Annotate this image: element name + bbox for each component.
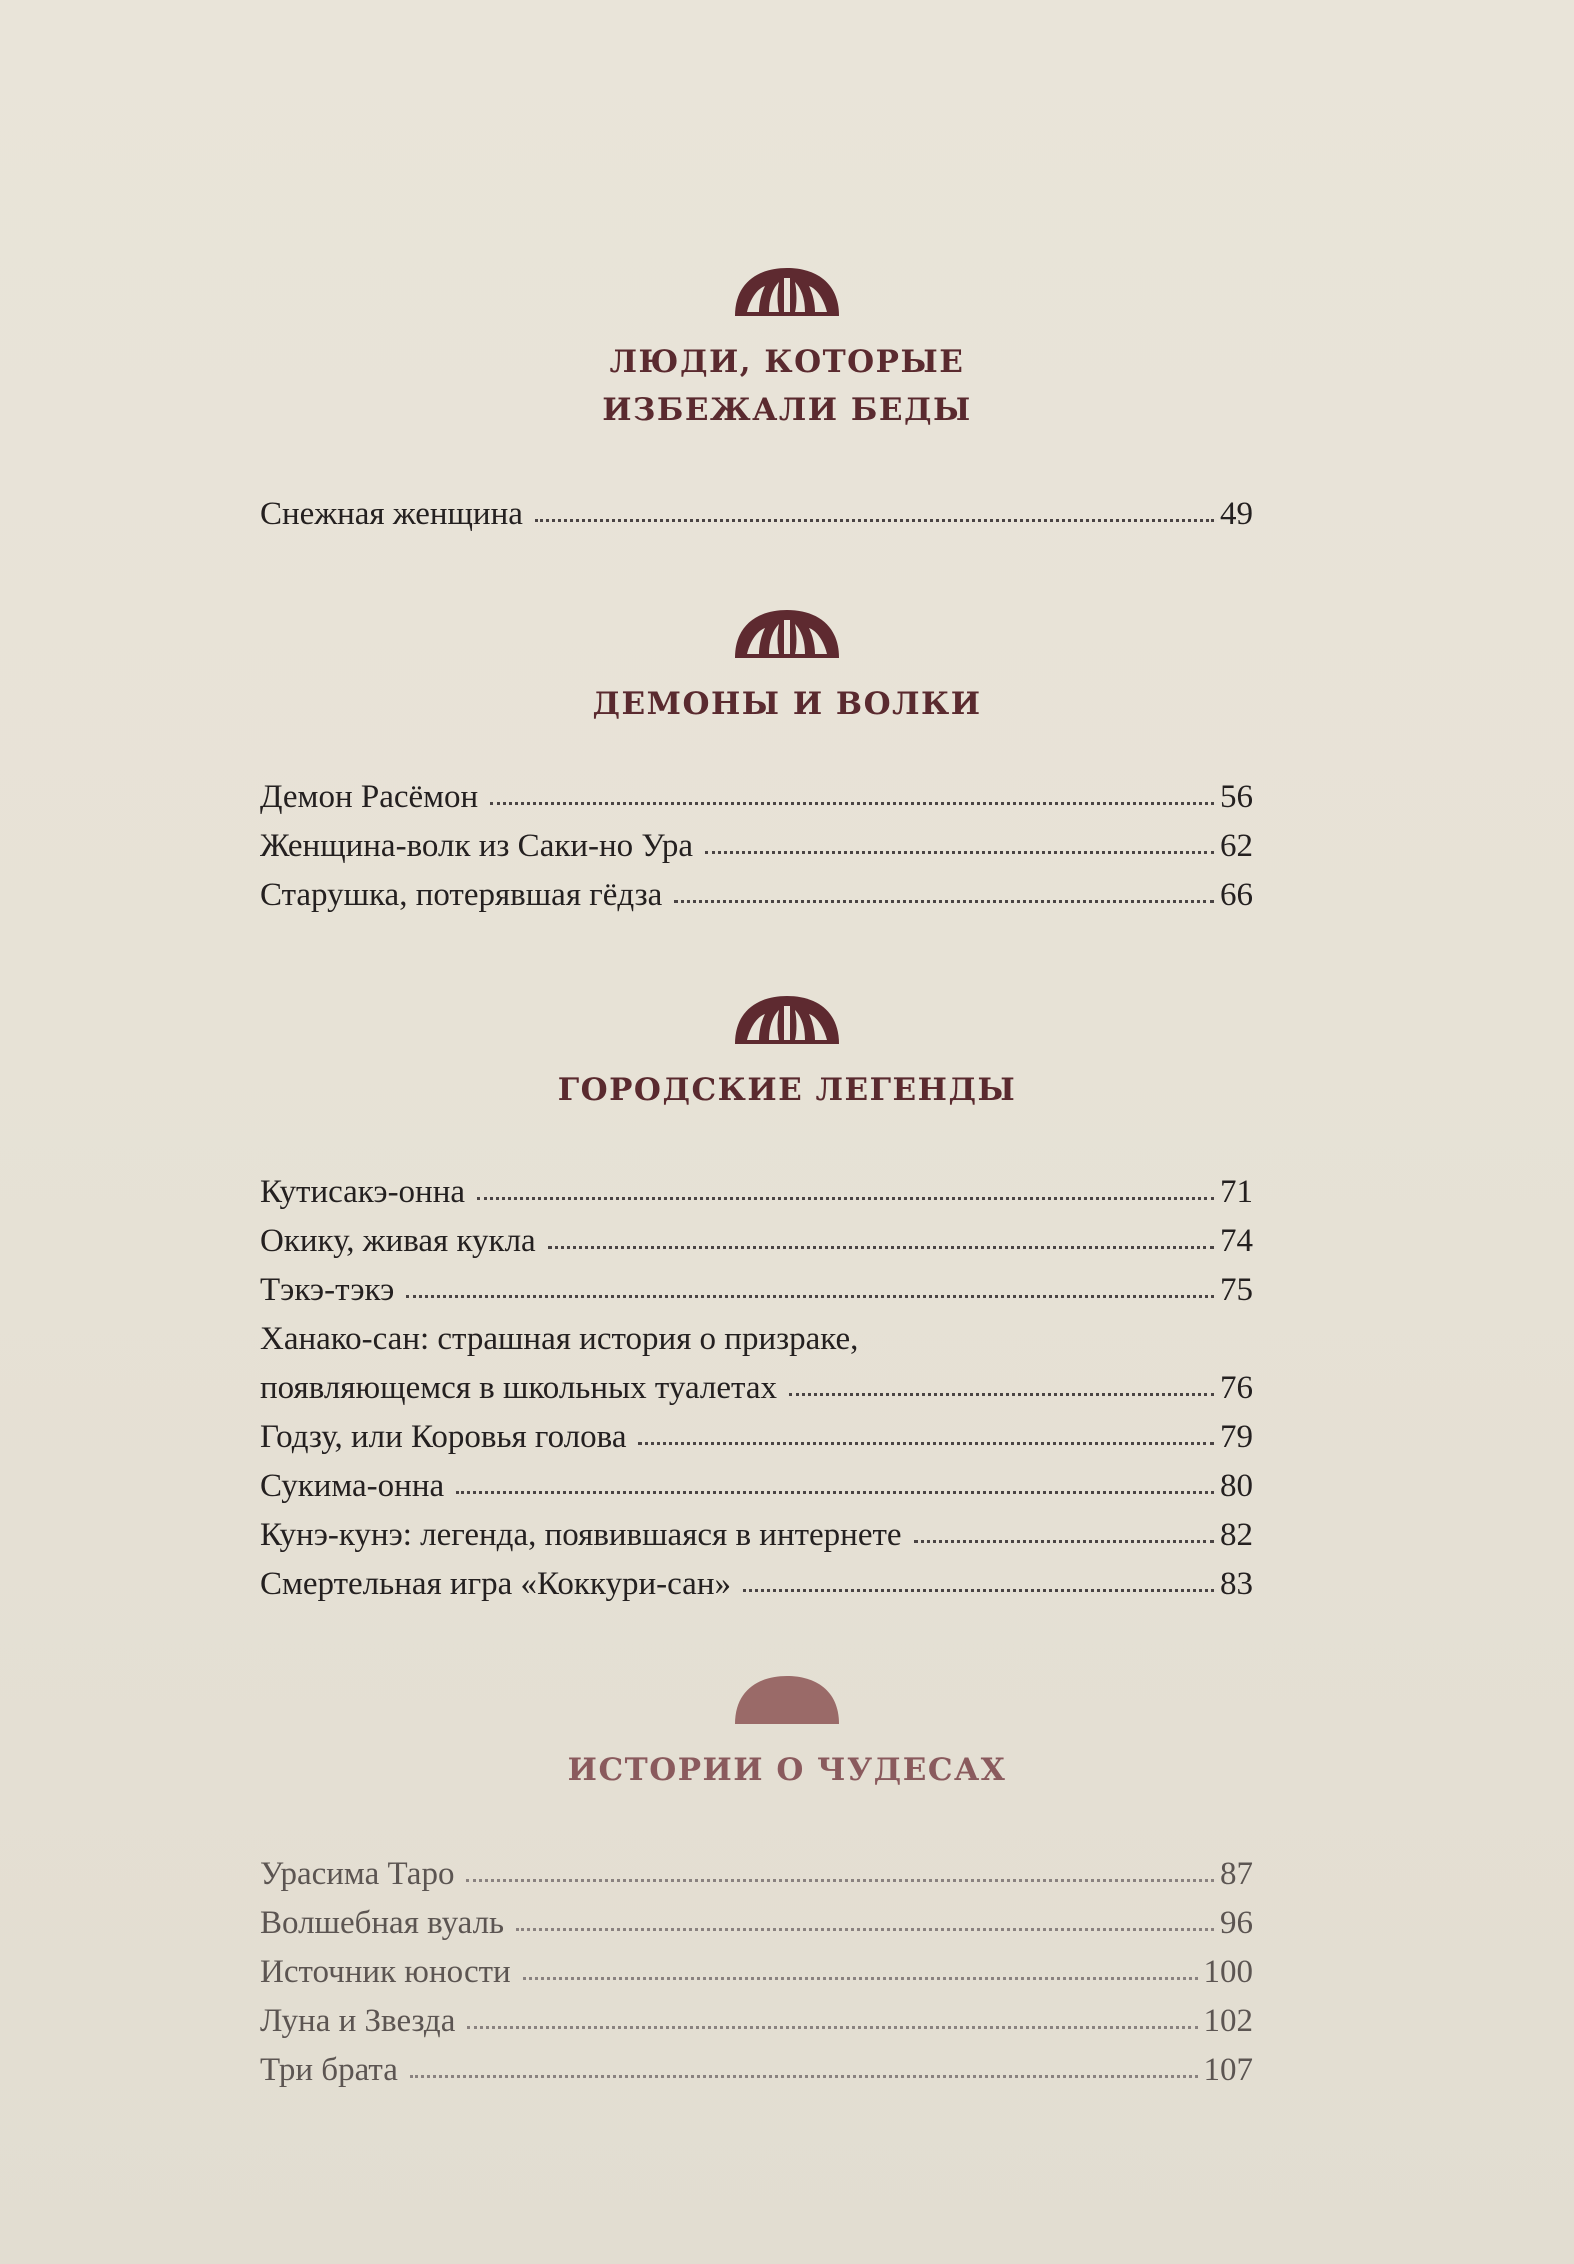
toc-entry-title: Три брата <box>260 2052 398 2088</box>
toc-entry[interactable] <box>260 490 1253 539</box>
leader-dots <box>456 1491 1214 1494</box>
toc-entry-page: 87 <box>1220 1856 1253 1892</box>
toc-entry[interactable] <box>260 1997 1253 2046</box>
toc-entry[interactable] <box>260 1217 1253 1266</box>
toc-entry-title: Снежная женщина <box>260 496 523 532</box>
toc-entry-title: Демон Расёмон <box>260 779 479 815</box>
toc-entry-title: Женщина-волк из Саки-но Ура <box>260 828 694 864</box>
leader-dots <box>535 519 1214 522</box>
toc-entry-title: Годзу, или Коровья голова <box>260 1419 627 1455</box>
leader-dots <box>705 851 1214 854</box>
toc-entry-title: Сукима-онна <box>260 1468 445 1504</box>
toc-entry-title: Старушка, потерявшая гёдза <box>260 877 663 913</box>
toc-entry[interactable] <box>260 1266 1253 1315</box>
fan-ornament-icon <box>731 1670 843 1726</box>
leader-dots <box>548 1246 1214 1249</box>
toc-entry-page: 102 <box>1203 2003 1253 2039</box>
leader-dots <box>406 1295 1214 1298</box>
toc-entry-title: Кутисакэ-онна <box>260 1174 466 1210</box>
toc-entry-title: появляющемся в школьных туалетах <box>260 1370 778 1406</box>
toc-entry[interactable] <box>260 2046 1253 2095</box>
toc-entry[interactable] <box>260 1560 1253 1609</box>
section-people-avoided-trouble <box>0 262 1574 434</box>
toc-entry-page: 66 <box>1220 877 1253 913</box>
toc-entry-title: Волшебная вуаль <box>260 1905 505 1941</box>
toc-entry-title: Окику, живая кукла <box>260 1223 536 1259</box>
toc-entry-page: 100 <box>1203 1954 1253 1990</box>
section-title: ИСТОРИИ О ЧУДЕСАХ <box>567 1752 1007 1788</box>
section-demons-and-wolves <box>0 604 1574 728</box>
toc-entry[interactable] <box>260 1462 1253 1511</box>
leader-dots <box>516 1928 1214 1931</box>
toc-entry-first-line[interactable] <box>260 1315 1253 1364</box>
section-title: ГОРОДСКИЕ ЛЕГЕНДЫ <box>557 1072 1017 1108</box>
toc-entry-title: Источник юности <box>260 1954 511 1990</box>
toc-entry-page: 96 <box>1220 1905 1253 1941</box>
leader-dots <box>743 1589 1214 1592</box>
leader-dots <box>467 2026 1197 2029</box>
toc-entry[interactable] <box>260 871 1253 920</box>
toc-entry-page: 107 <box>1203 2052 1253 2088</box>
leader-dots <box>523 1977 1198 1980</box>
leader-dots <box>638 1442 1214 1445</box>
toc-entry-page: 80 <box>1220 1468 1253 1504</box>
toc-entry[interactable] <box>260 1899 1253 1948</box>
toc-list <box>260 773 1253 920</box>
leader-dots <box>789 1393 1214 1396</box>
toc-entry-title: Луна и Звезда <box>260 2003 456 2039</box>
toc-entry[interactable] <box>260 1413 1253 1462</box>
toc-entry-page: 62 <box>1220 828 1253 864</box>
toc-entry-page: 76 <box>1220 1370 1253 1406</box>
toc-list <box>260 1850 1253 2095</box>
toc-entry-page: 71 <box>1220 1174 1253 1210</box>
toc-entry[interactable] <box>260 1948 1253 1997</box>
toc-entry-page: 49 <box>1220 496 1253 532</box>
toc-entry-title: Кунэ-кунэ: легенда, появившаяся в интернете <box>260 1517 902 1553</box>
fan-ornament-icon <box>731 604 843 660</box>
toc-entry-page: 83 <box>1220 1566 1253 1602</box>
toc-entry-page: 74 <box>1220 1223 1253 1259</box>
section-title: ДЕМОНЫ И ВОЛКИ <box>592 686 982 722</box>
leader-dots <box>674 900 1214 903</box>
toc-entry-page: 56 <box>1220 779 1253 815</box>
leader-dots <box>914 1540 1214 1543</box>
section-title: ЛЮДИ, КОТОРЫЕ ИЗБЕЖАЛИ БЕДЫ <box>602 344 972 428</box>
toc-entry-page: 75 <box>1220 1272 1253 1308</box>
toc-entry-title: Тэкэ-тэкэ <box>260 1272 395 1308</box>
toc-list <box>260 490 1253 539</box>
section-stories-of-miracles <box>0 1670 1574 1794</box>
fan-ornament-icon <box>731 262 843 318</box>
section-urban-legends <box>0 990 1574 1114</box>
toc-entry[interactable] <box>260 1364 1253 1413</box>
toc-entry-title: Смертельная игра «Коккури-сан» <box>260 1566 731 1602</box>
toc-entry[interactable] <box>260 822 1253 871</box>
toc-entry-page: 82 <box>1220 1517 1253 1553</box>
toc-entry[interactable] <box>260 1511 1253 1560</box>
toc-entry-page: 79 <box>1220 1419 1253 1455</box>
fan-ornament-icon <box>731 990 843 1046</box>
toc-entry-title: Урасима Таро <box>260 1856 455 1892</box>
toc-entry[interactable] <box>260 1168 1253 1217</box>
leader-dots <box>466 1879 1214 1882</box>
toc-entry[interactable] <box>260 1850 1253 1899</box>
toc-entry[interactable] <box>260 773 1253 822</box>
leader-dots <box>490 802 1214 805</box>
toc-entry-title: Ханако-сан: страшная история о призраке, <box>260 1321 859 1357</box>
leader-dots <box>410 2075 1198 2078</box>
toc-list <box>260 1168 1253 1609</box>
leader-dots <box>477 1197 1214 1200</box>
